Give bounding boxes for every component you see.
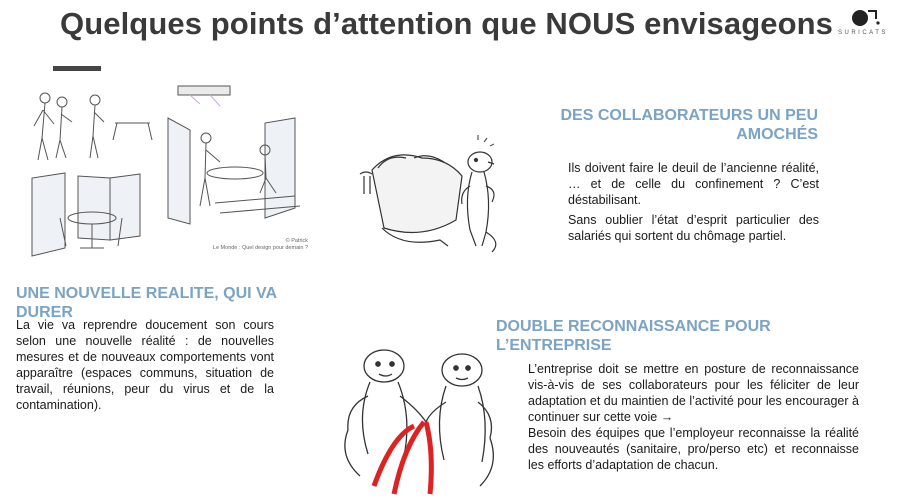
office-sketch-illustration [20, 78, 320, 258]
meerkats-ribbon-illustration [334, 326, 504, 498]
section-collaborateurs-body [568, 160, 819, 244]
section-realite-heading: UNE NOUVELLE REALITE, QUI VA DURER [16, 285, 277, 321]
illustration-caption [180, 238, 308, 252]
collaborateurs-para-2: Sans oublier l’état d’esprit particulier des salariés qui sortent du chômage partiel. [568, 213, 819, 243]
caption-line-1: © Patrick [285, 238, 308, 244]
reconnaissance-para-1: L’entreprise doit se mettre en posture de reconnaissance vis-à-vis de ses collaborateurs pour les féliciter de leur adaptation et du maintien de l’activité pour les encourager à continuer sur cette voie → [528, 362, 859, 424]
section-reconnaissance-body [528, 361, 859, 473]
section-collaborateurs-heading: DES COLLABORATEURS UN PEU AMOCHÉS [560, 107, 818, 143]
logo-text: SURICATS [838, 30, 888, 36]
reconnaissance-para-2: Besoin des équipes que l’employeur reconnaisse la réalité des nouveautés (sanitaire, pro/perso etc) et reconnaisse les efforts d’adaptation de chacun. [528, 426, 859, 472]
page-title: Quelques points d’attention que NOUS envisageons [60, 6, 834, 41]
collaborateurs-para-1: Ils doivent faire le deuil de l’ancienne réalité, … et de celle du confinement ? C’est déstabilisant. [568, 161, 819, 207]
tired-meerkat-illustration [352, 128, 512, 256]
title-underline [53, 66, 101, 71]
section-realite-body: La vie va reprendre doucement son cours selon une nouvelle réalité : de nouvelles mesures et de nouveaux comportements vont apparaître (espaces communs, situation de travail, réunions, peur du virus et de la contamination). [16, 318, 274, 412]
caption-line-2: Le Monde : Quel design pour demain ? [212, 245, 308, 251]
section-reconnaissance-heading: DOUBLE RECONNAISSANCE POUR L’ENTREPRISE [496, 318, 771, 354]
